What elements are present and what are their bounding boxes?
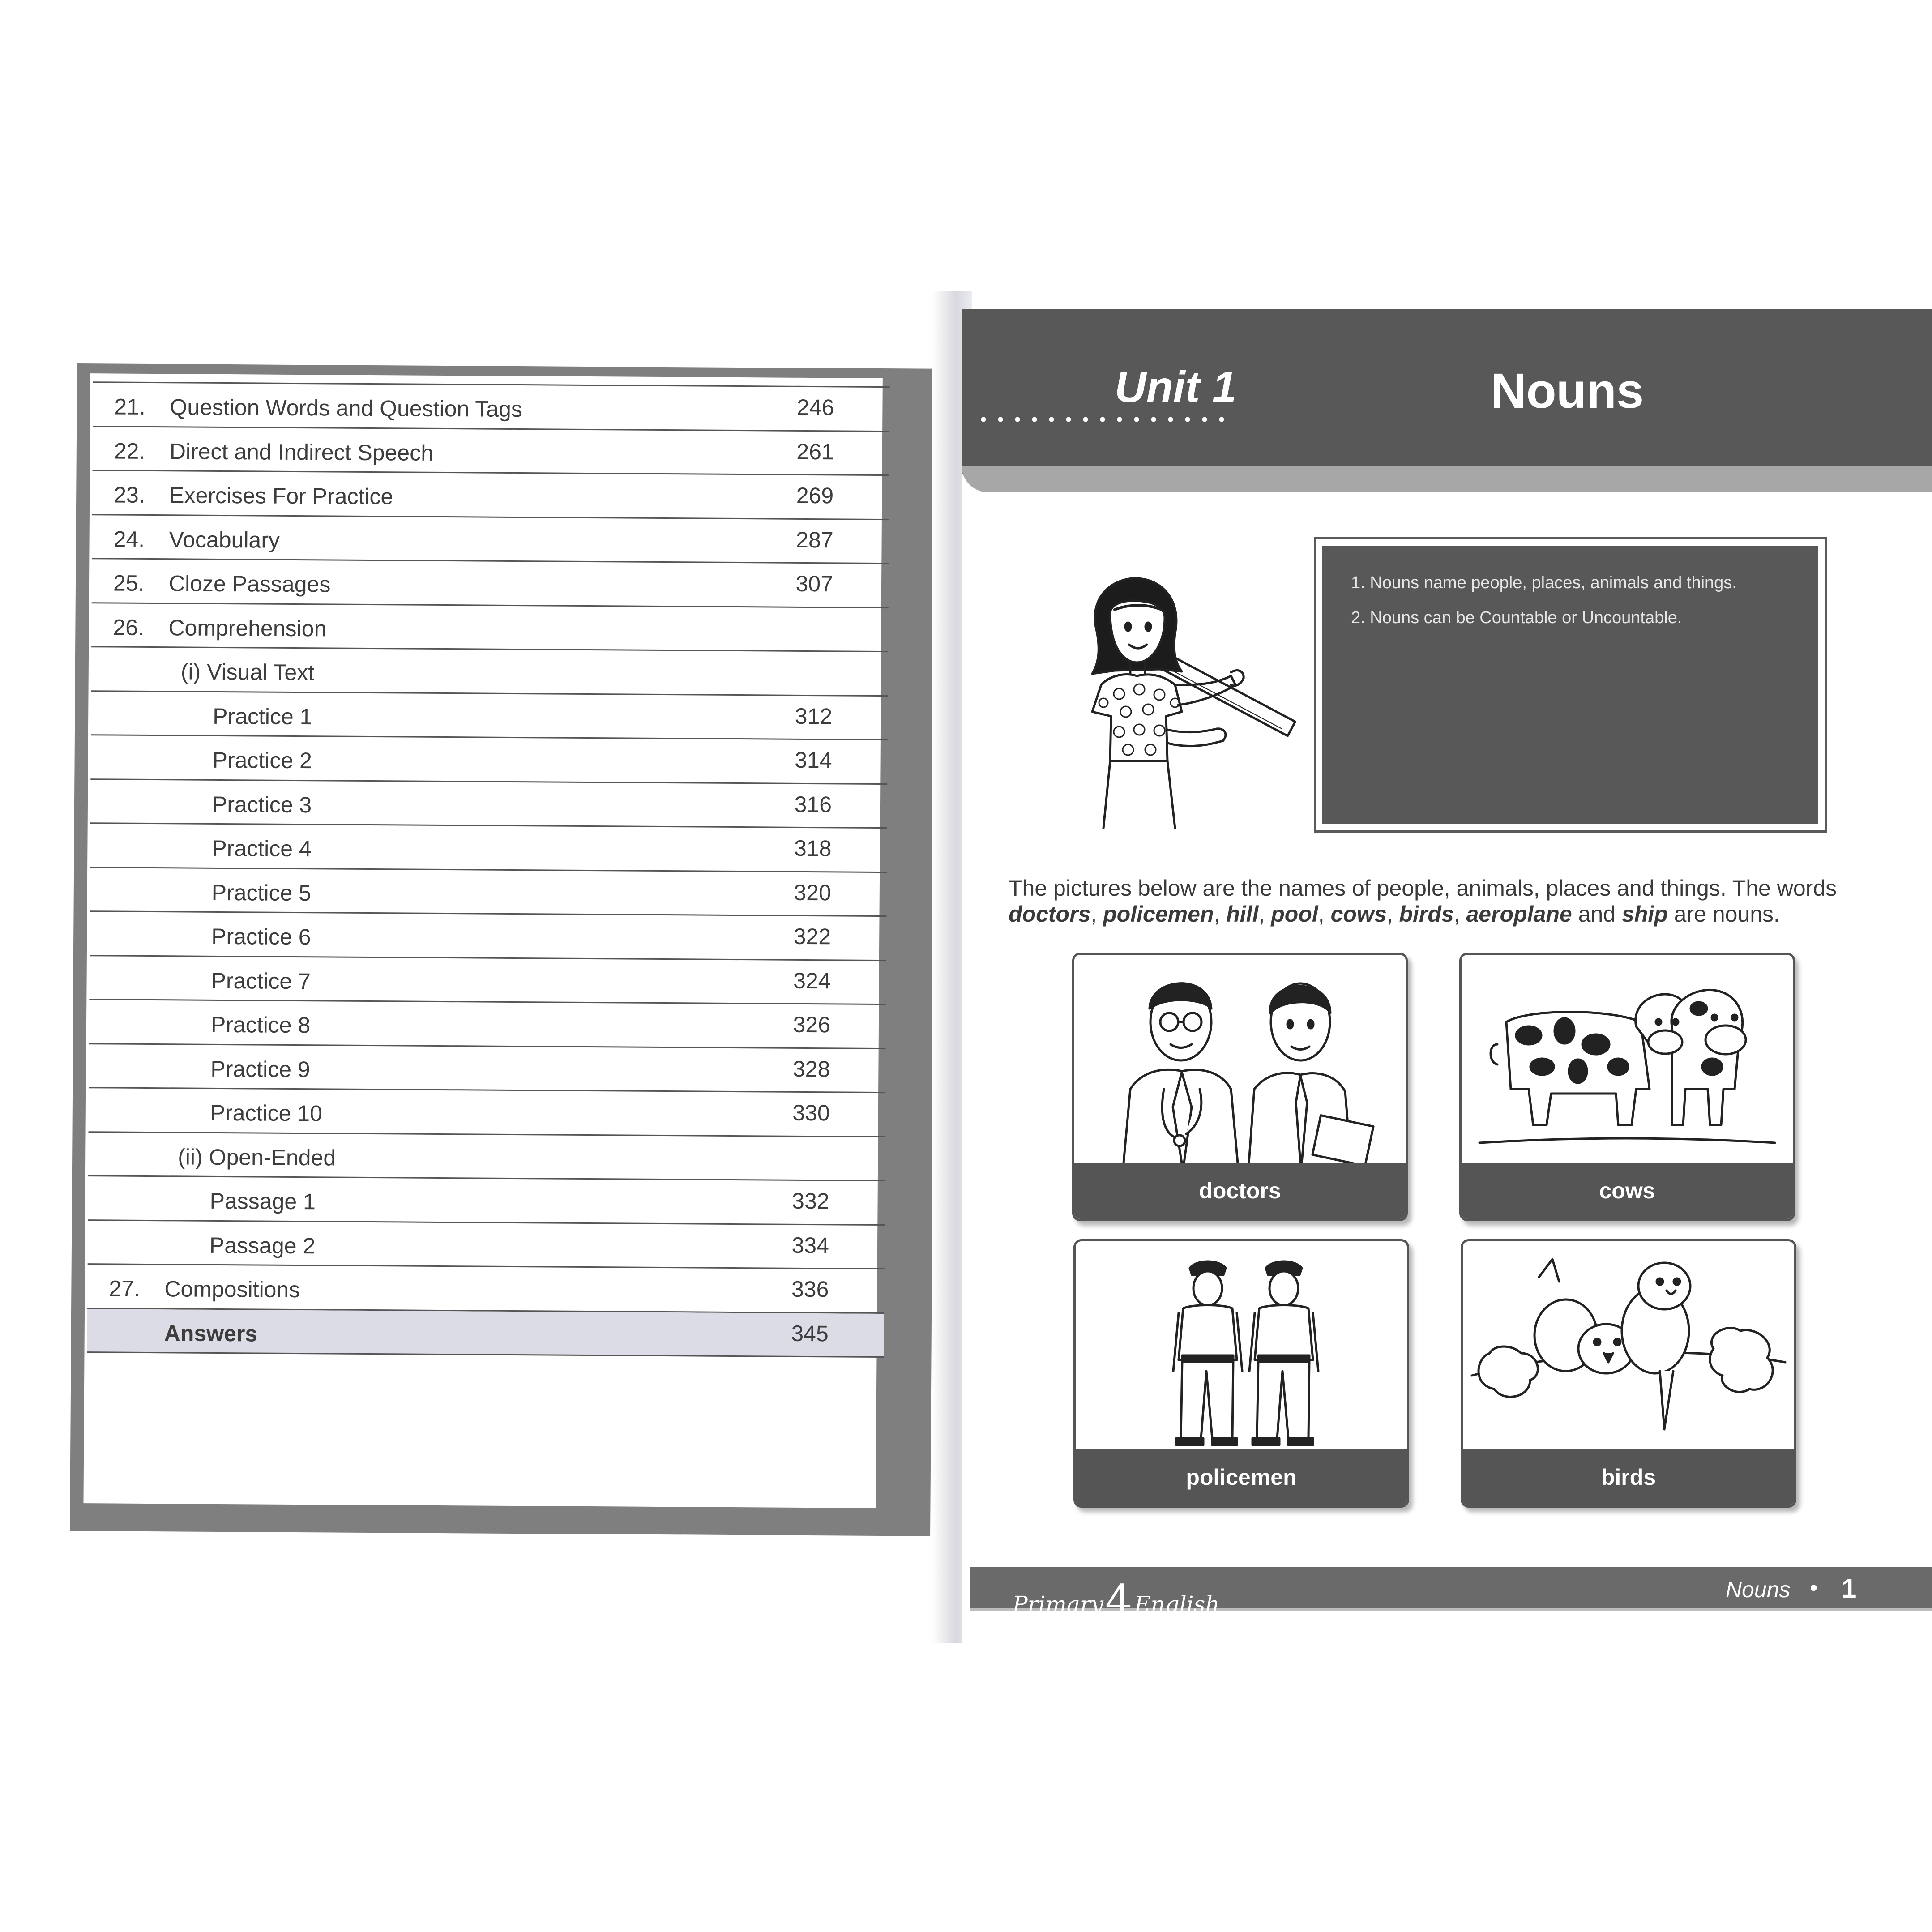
toc-frame (70, 363, 937, 1536)
birds-illustration (1463, 1241, 1794, 1449)
card-caption: birds (1463, 1449, 1794, 1505)
footer-bullet: • (1810, 1575, 1818, 1600)
policemen-illustration (1076, 1241, 1407, 1449)
toc-number: 24. (113, 526, 145, 552)
toc-page: 312 (795, 703, 833, 729)
toc-page: 316 (794, 791, 832, 817)
toc-number: 26. (113, 615, 145, 640)
toc-page: 322 (793, 923, 831, 949)
card-caption: doctors (1074, 1163, 1406, 1219)
toc-title: Question Words and Question Tags (170, 394, 523, 422)
toc-title: Practice 6 (211, 923, 311, 950)
toc-row[interactable] (89, 1044, 886, 1093)
rules-board (1322, 546, 1818, 824)
toc-row[interactable] (93, 381, 890, 432)
noun-word: doctors (1009, 902, 1091, 927)
toc-title: Practice 10 (210, 1100, 323, 1126)
toc-row[interactable] (90, 824, 887, 872)
toc-row[interactable] (90, 868, 887, 917)
toc-title: (i) Visual Text (180, 659, 315, 685)
toc-number: 27. (109, 1276, 141, 1301)
toc-title: Practice 4 (212, 835, 312, 862)
toc-row-answers[interactable] (87, 1309, 884, 1358)
intro-line-1: The pictures below are the names of people, animals, places and things. The words (1009, 876, 1837, 901)
toc-row[interactable] (90, 735, 888, 784)
toc-page: 328 (792, 1056, 830, 1081)
series-number: 4 (1105, 1576, 1133, 1626)
toc-number: 25. (113, 570, 145, 596)
toc-row[interactable] (91, 647, 889, 696)
toc-row[interactable] (88, 1176, 885, 1225)
teacher-illustration (1047, 551, 1316, 837)
toc-title: Practice 7 (211, 968, 311, 994)
toc-title: Cloze Passages (168, 571, 331, 597)
toc-row[interactable] (89, 1000, 886, 1049)
toc-title: Vocabulary (169, 526, 280, 553)
toc-title: Passage 2 (209, 1232, 316, 1258)
series-logo (1013, 1572, 1220, 1626)
series-word: Primary (1013, 1591, 1103, 1617)
noun-word: policemen (1103, 902, 1214, 927)
toc-title: Compositions (164, 1276, 300, 1303)
noun-word: cows (1330, 902, 1387, 927)
toc-title: Comprehension (168, 615, 327, 641)
toc-title: Practice 5 (211, 880, 312, 906)
picture-card-doctors (1072, 953, 1408, 1221)
toc-page: 314 (795, 747, 832, 773)
toc-page: 261 (796, 439, 834, 464)
toc-row[interactable] (89, 1088, 886, 1137)
connector-word: and (1578, 902, 1616, 927)
toc-page: 326 (793, 1012, 831, 1038)
toc-title: (ii) Open-Ended (178, 1144, 336, 1171)
toc-page: 307 (795, 571, 833, 597)
noun-word: pool (1271, 902, 1318, 927)
toc-page: 345 (791, 1321, 829, 1346)
toc-row[interactable] (87, 1265, 885, 1313)
toc-page: 324 (793, 968, 831, 993)
toc-title: Answers (164, 1320, 258, 1346)
toc-page: 330 (792, 1100, 830, 1126)
toc-row[interactable] (90, 780, 888, 829)
intro-line-2: doctors, policemen, hill, pool, cows, birds, aeroplane and ship are nouns. (1009, 902, 1780, 927)
toc-row[interactable] (93, 427, 890, 476)
unit-title: Nouns (1491, 363, 1644, 419)
picture-card-cows (1459, 953, 1795, 1221)
rule-item: 2. Nouns can be Countable or Uncountable. (1351, 608, 1682, 627)
noun-word: aeroplane (1466, 902, 1572, 927)
toc-row[interactable] (88, 1133, 885, 1181)
toc-number: 23. (114, 482, 145, 508)
toc-title: Direct and Indirect Speech (169, 438, 434, 466)
toc-number: 21. (114, 394, 146, 419)
unit-dots (975, 416, 1235, 423)
toc-title: Passage 1 (209, 1188, 316, 1214)
card-caption: cows (1462, 1163, 1793, 1219)
footer-chapter: Nouns (1726, 1577, 1791, 1602)
toc-row[interactable] (90, 912, 887, 961)
table-of-contents (87, 381, 889, 1358)
noun-word: hill (1226, 902, 1259, 927)
toc-title: Practice 8 (210, 1012, 311, 1038)
page-number: 1 (1842, 1573, 1857, 1603)
toc-page: 320 (794, 880, 831, 905)
intro-tail: are nouns. (1674, 902, 1780, 927)
toc-page: 287 (796, 527, 833, 552)
toc-title: Practice 2 (212, 747, 312, 774)
toc-row[interactable] (92, 515, 889, 564)
card-caption: policemen (1076, 1449, 1407, 1505)
toc-number: 22. (114, 438, 145, 464)
noun-word: birds (1399, 902, 1454, 927)
doctors-illustration (1074, 955, 1406, 1163)
toc-page: 334 (791, 1232, 829, 1258)
noun-word: ship (1621, 902, 1668, 927)
toc-title: Practice 3 (212, 791, 312, 817)
toc-title: Exercises For Practice (169, 483, 393, 509)
picture-card-policemen (1073, 1239, 1409, 1508)
toc-title: Practice 1 (213, 703, 312, 729)
unit-header (962, 309, 1932, 474)
toc-row[interactable] (92, 559, 889, 608)
toc-row[interactable] (92, 471, 889, 520)
toc-title: Practice 9 (210, 1056, 310, 1082)
picture-card-birds (1461, 1239, 1796, 1508)
rules-box (1314, 537, 1827, 833)
toc-row[interactable] (89, 956, 886, 1005)
cows-illustration (1462, 955, 1793, 1163)
rule-item: 1. Nouns name people, places, animals and things. (1351, 573, 1737, 592)
toc-row[interactable] (91, 603, 889, 652)
toc-page: 332 (791, 1188, 829, 1214)
toc-page: 336 (791, 1276, 829, 1302)
toc-page: 269 (796, 483, 834, 509)
series-subject: English (1134, 1591, 1220, 1617)
toc-row[interactable] (91, 692, 888, 740)
unit-label: Unit 1 (1115, 362, 1237, 411)
unit-header-strip (962, 466, 1932, 492)
toc-page: 318 (794, 835, 832, 861)
toc-row[interactable] (88, 1221, 885, 1269)
toc-page: 246 (796, 394, 834, 420)
